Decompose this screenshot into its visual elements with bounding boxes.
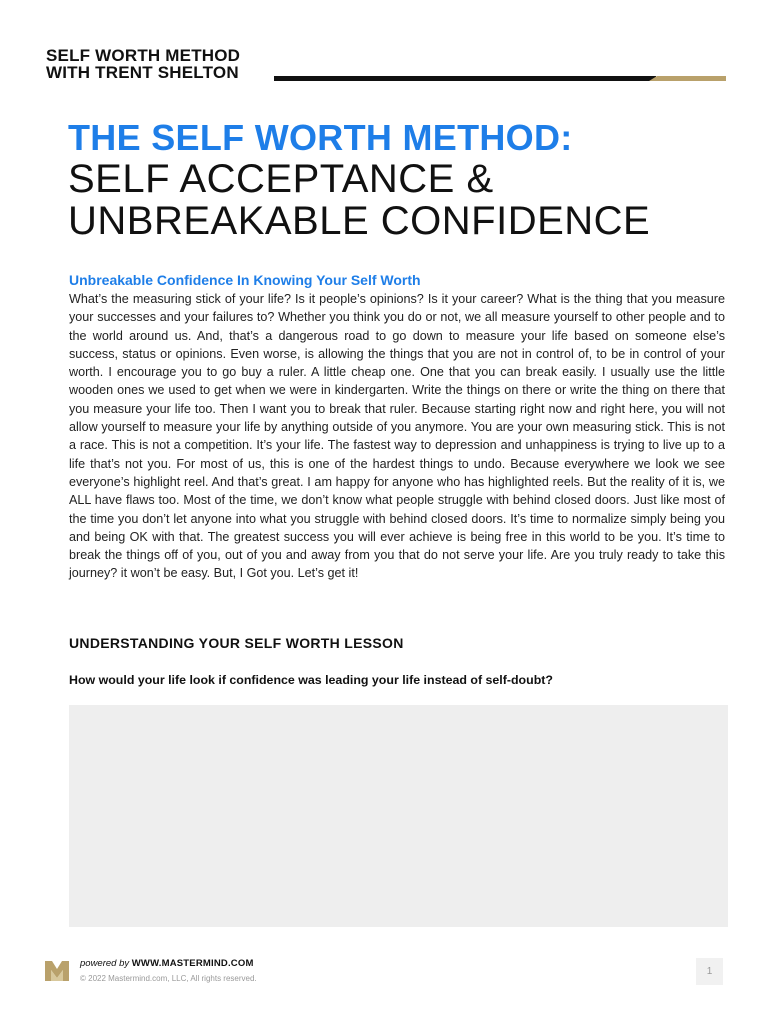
powered-by-line — [80, 958, 254, 969]
document-footer — [45, 955, 725, 995]
answer-input[interactable] — [69, 705, 728, 927]
section-subheading: Unbreakable Confidence In Knowing Your Self Worth — [69, 272, 421, 288]
site-link[interactable]: WWW.MASTERMIND.COM — [131, 958, 254, 969]
header-title-line2: WITH TRENT SHELTON — [46, 63, 239, 82]
copyright-text: © 2022 Mastermind.com, LLC, All rights reserved. — [80, 974, 257, 983]
section-body: What’s the measuring stick of your life? Is it people’s opinions? Is it your career? What is the thing that you measure your successes and your failures to? Whether you think you do or not, we all measure yourself to other people and to the world around us. And, that’s a dangerous road to go down to measure your life based on someone else’s success, status or opinions. Even worse, is allowing the things that you are not in control of, to be in control of your worth. I encourage you to go buy a ruler. A little cheap one. One that you can break easily. I usually use the little wooden ones we used to get when we were in kindergarten. Write the things on there or write the thing on there that you measure your life too. Then I want you to break that ruler. Because starting right now and right here, you will not allow yourself to measure your life by anything outside of you anymore. You are your own measuring stick. This is not a race. This is not a competition. It’s your life. The fastest way to depression and unhappiness is trying to live up to a life that’s not you. For most of us, this is one of the hardest things to undo. Because everywhere we look we see everyone’s highlight reel. And that’s great. I am happy for anyone who has highlighted reels. But the reality of it is, we ALL have flaws too. Most of the time, we don’t know what people struggle with behind closed doors. Just like most of the time you don’t let anyone into what you struggle with behind closed doors. It’s time to normalize simply being you and being OK with that. The greatest success you will ever achieve is being free in this world to be you. It’s time to break the things off of you, out of you and away from you that do not serve your life. Are you truly ready to take this journey? it won’t be easy. But, I Got you. Let’s get it! — [69, 292, 725, 581]
page-title — [68, 118, 748, 242]
title-line2: SELF ACCEPTANCE & — [68, 157, 494, 201]
header-rule-black — [274, 76, 656, 81]
header-title-line1: SELF WORTH METHOD — [46, 46, 241, 65]
lesson-title: UNDERSTANDING YOUR SELF WORTH LESSON — [69, 635, 404, 651]
lesson-question: How would your life look if confidence was leading your life instead of self-doubt? — [69, 673, 553, 687]
document-header — [46, 47, 726, 87]
title-line3: UNBREAKABLE CONFIDENCE — [68, 199, 651, 243]
title-line1: THE SELF WORTH METHOD: — [68, 117, 573, 158]
mastermind-m-logo-icon — [45, 959, 69, 983]
page-number: 1 — [696, 958, 723, 985]
powered-by-text: powered by — [80, 958, 130, 969]
header-rule-gold — [649, 76, 726, 81]
header-rule — [274, 76, 726, 81]
